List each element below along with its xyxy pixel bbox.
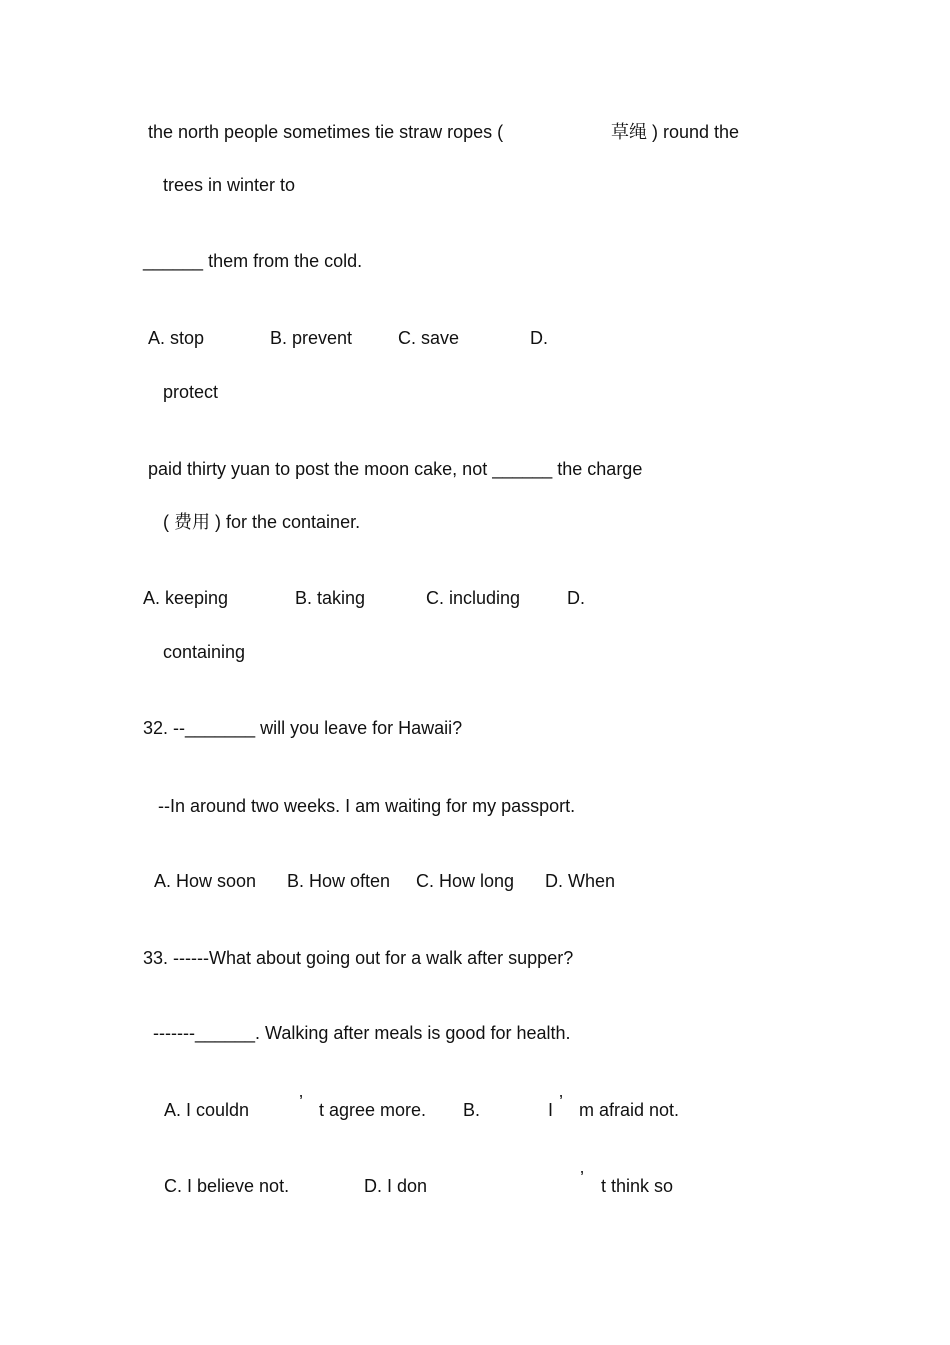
q33-option-b-part1: I xyxy=(548,1100,554,1120)
q33-option-c: C. I believe not. xyxy=(164,1176,290,1196)
q33-question: 33. ------What about going out for a walk after supper? xyxy=(143,948,574,968)
q33-answer: -------______. Walking after meals is good for health. xyxy=(153,1023,571,1043)
q32-option-c: C. How long xyxy=(416,871,515,891)
q30-line2: trees in winter to xyxy=(163,175,296,195)
q33-option-a-part1: A. I couldn xyxy=(164,1100,250,1120)
q31-option-b: B. taking xyxy=(295,588,366,608)
q30-line3: ______ them from the cold. xyxy=(143,251,363,271)
q30-line1-part2: 草绳 ) round the xyxy=(611,122,740,142)
q33-option-b-part2: m afraid not. xyxy=(579,1100,680,1120)
q31-line1: paid thirty yuan to post the moon cake, not ______ the charge xyxy=(148,459,643,479)
q33-option-d-part2: t think so xyxy=(601,1176,674,1196)
q32-option-b: B. How often xyxy=(287,871,391,891)
q30-option-a: A. stop xyxy=(148,328,205,348)
q32-answer: --In around two weeks. I am waiting for my passport. xyxy=(158,796,576,816)
q30-option-d-letter: D. xyxy=(530,328,548,348)
q32-question: 32. --_______ will you leave for Hawaii? xyxy=(143,718,463,738)
q33-option-b-letter: B. xyxy=(463,1100,481,1120)
q30-option-c: C. save xyxy=(398,328,460,348)
q31-option-a: A. keeping xyxy=(143,588,229,608)
q32-option-d: D. When xyxy=(545,871,616,891)
q31-option-c: C. including xyxy=(426,588,521,608)
q31-option-d-text: containing xyxy=(163,642,246,662)
q33-option-b-apostrophe: ’ xyxy=(559,1092,563,1112)
q30-option-b: B. prevent xyxy=(270,328,353,348)
q33-option-d-part1: D. I don xyxy=(364,1176,428,1196)
q33-option-a-part2: t agree more. xyxy=(319,1100,427,1120)
q30-option-d-text: protect xyxy=(163,382,219,402)
q32-option-a: A. How soon xyxy=(154,871,257,891)
q33-option-a-apostrophe: ’ xyxy=(299,1092,303,1112)
q31-option-d-letter: D. xyxy=(567,588,585,608)
q30-line1-part1: the north people sometimes tie straw ropes ( xyxy=(148,122,504,142)
q33-option-d-apostrophe: ’ xyxy=(580,1168,584,1188)
q31-line2: ( 费用 ) for the container. xyxy=(163,512,361,532)
